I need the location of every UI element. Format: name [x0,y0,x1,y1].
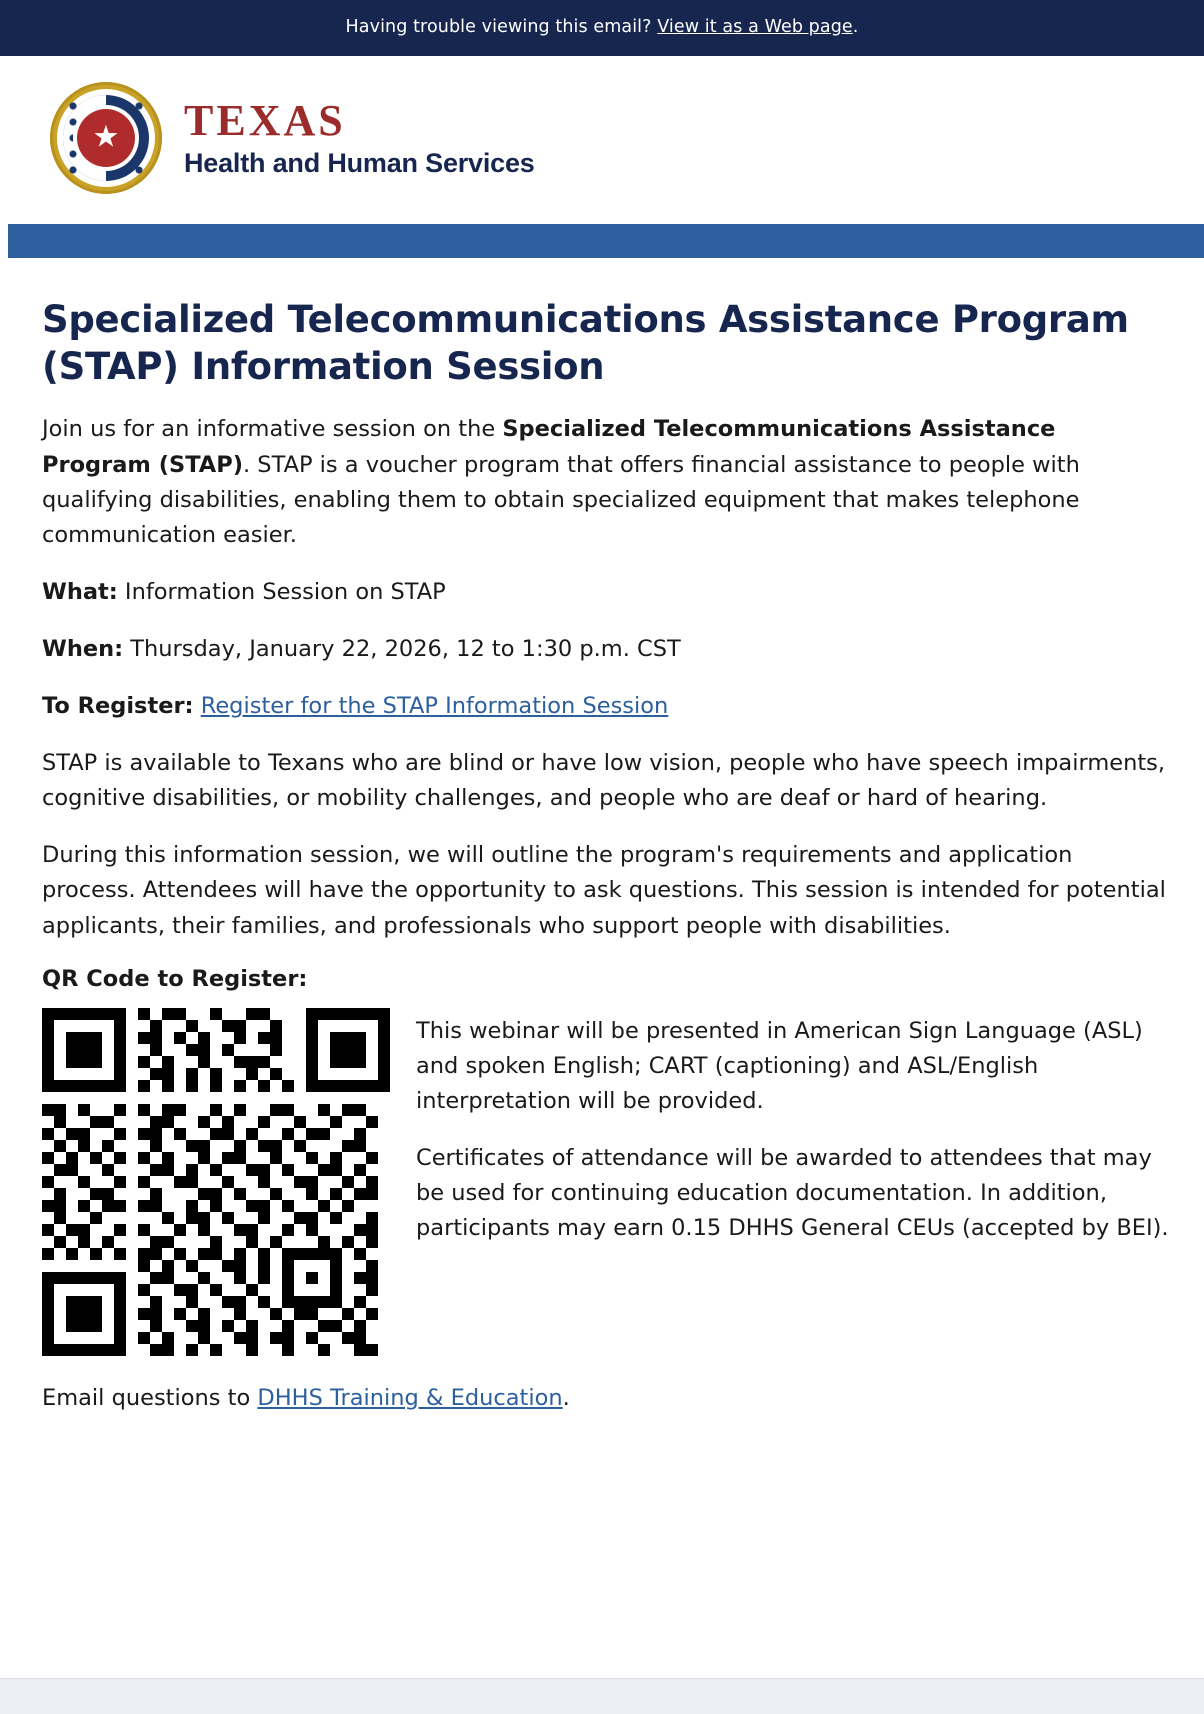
logo-band [0,56,1204,224]
page-title: Specialized Telecommunications Assistance Program (STAP) Information Session [42,297,1129,389]
session-details-paragraph: During this information session, we will outline the program's requirements and application process. Attendees will have the opportunity to ask questions. This session is intended for potential applicants, their families, and professionals who support people with disabilities. [42,842,1166,939]
wordmark-texas: TEXAS [184,95,346,145]
qr-code-image[interactable] [42,1008,390,1356]
intro-text-part2: . STAP is a voucher program that offers financial assistance to people with qualifying disabilities, enabling them to obtain specialized equipment that makes telephone communication easier. [42,451,1080,548]
bottom-strip [0,1678,1204,1714]
blue-divider [0,224,1204,258]
certificates-note: Certificates of attendance will be awarded to attendees that may be used for continuing education documentation. In addition, participants may earn 0.15 DHHS General CEUs (accepted by BEI). [416,1144,1169,1242]
what-value: Information Session on STAP [117,578,446,605]
star-icon: ★ [92,119,120,155]
accessibility-note: This webinar will be presented in American Sign Language (ASL) and spoken English; CART (captioning) and ASL/English interpretation will be provided. [416,1017,1143,1114]
qr-section [42,1008,1170,1356]
brand-logo [50,82,1204,194]
qr-code-heading: QR Code to Register: [42,965,308,992]
view-as-web-page-link[interactable]: View it as a Web page [657,17,853,37]
qr-side-text [416,1008,1170,1269]
email-body [0,258,1204,1460]
footer-text-after: . [562,1384,570,1411]
preheader-bar [0,0,1204,56]
when-value: Thursday, January 22, 2026, 12 to 1:30 p.m. CST [123,635,681,662]
what-label: What: [42,578,118,605]
when-line [42,632,1170,667]
wordmark-health-and-human-services: Health and Human Services [184,147,535,178]
intro-program-name: Specialized Telecommunications Assistance Program (STAP) [42,416,1056,478]
when-label: When: [42,635,124,662]
preheader-text-before: Having trouble viewing this email? [345,17,658,37]
register-link[interactable]: Register for the STAP Information Session [200,693,669,720]
intro-paragraph [42,412,1170,552]
dhhs-training-education-link[interactable]: DHHS Training & Education [257,1384,563,1411]
footer-contact-line [42,1382,1170,1460]
what-line [42,575,1170,610]
register-label: To Register: [42,693,194,720]
texas-state-seal-icon [50,82,162,194]
register-line [42,689,1170,724]
brand-wordmark [184,95,535,178]
eligibility-paragraph: STAP is available to Texans who are blind or have low vision, people who have speech impairments, cognitive disabilities, or mobility challenges, and people who are deaf or hard of hearing. [42,750,1166,812]
footer-text-before: Email questions to [42,1384,258,1411]
preheader-text-after: . [852,17,859,37]
intro-text-part1: Join us for an informative session on the [42,416,503,443]
